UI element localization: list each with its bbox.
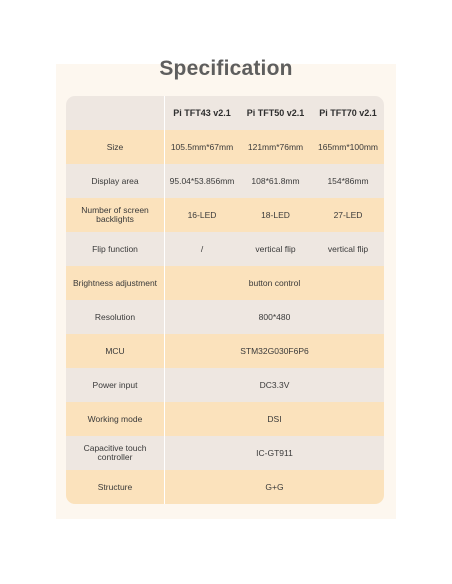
row-label: Power input	[66, 368, 165, 402]
row-label: MCU	[66, 334, 165, 368]
row-structure	[66, 470, 384, 504]
row-resolution	[66, 300, 384, 334]
table-cell: 18-LED	[261, 210, 290, 220]
row-label: Capacitive touch controller	[66, 436, 165, 470]
row-label: Number of screen backlights	[66, 198, 165, 232]
table-cell: vertical flip	[255, 244, 296, 254]
table-cell: 95.04*53.856mm	[169, 176, 235, 186]
row-label: Working mode	[66, 402, 165, 436]
row-label: Flip function	[66, 232, 165, 266]
table-cell: DC3.3V	[259, 380, 290, 390]
table-cell: 165mm*100mm	[318, 142, 378, 152]
row-power-input	[66, 368, 384, 402]
table-cell: vertical flip	[327, 244, 369, 254]
row-label: Brightness adjustment	[66, 266, 165, 300]
table-cell: STM32G030F6P6	[240, 346, 309, 356]
column-header-tft43: Pi TFT43 v2.1	[173, 108, 231, 118]
table-cell: 16-LED	[187, 210, 217, 220]
table-cell: 105.5mm*67mm	[170, 142, 234, 152]
row-label: Structure	[66, 470, 165, 504]
row-flip-function	[66, 232, 384, 266]
row-backlights	[66, 198, 384, 232]
row-touch-controller	[66, 436, 384, 470]
table-cell: 121mm*76mm	[247, 142, 304, 152]
header-corner	[66, 96, 165, 130]
table-cell: IC-GT911	[256, 448, 293, 458]
table-cell: 27-LED	[333, 210, 363, 220]
row-label: Size	[66, 130, 165, 164]
row-brightness	[66, 266, 384, 300]
spec-table	[66, 96, 384, 504]
row-label: Display area	[66, 164, 165, 198]
table-cell: /	[200, 244, 204, 254]
column-header-tft70: Pi TFT70 v2.1	[319, 108, 377, 118]
table-cell: DSI	[267, 414, 282, 424]
header-row	[66, 96, 384, 130]
table-cell: 108*61.8mm	[251, 176, 300, 186]
table-cell: 800*480	[258, 312, 291, 322]
column-header-tft50: Pi TFT50 v2.1	[246, 108, 305, 118]
page-title: Specification	[159, 57, 293, 80]
row-display-area	[66, 164, 384, 198]
table-cell: G+G	[265, 482, 284, 492]
row-working-mode	[66, 402, 384, 436]
row-mcu	[66, 334, 384, 368]
row-label: Resolution	[66, 300, 165, 334]
table-cell: 154*86mm	[327, 176, 369, 186]
table-cell: button control	[248, 278, 301, 288]
row-size	[66, 130, 384, 164]
